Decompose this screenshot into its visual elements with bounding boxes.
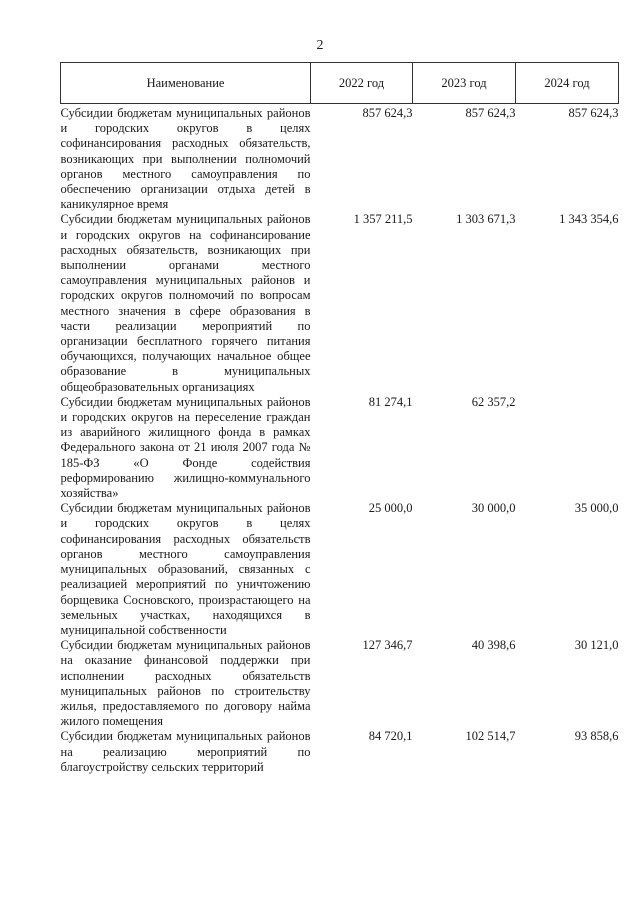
row-value-2023: 40 398,6 <box>471 638 516 653</box>
row-value-2024: 30 121,0 <box>574 638 619 653</box>
row-value-2022: 857 624,3 <box>362 106 413 120</box>
row-value-2024: 1 343 354,6 <box>559 212 619 227</box>
row-value-2022: 1 357 211,5 <box>353 212 413 227</box>
row-value-2022: 127 346,7 <box>362 638 413 653</box>
table-row <box>61 729 619 775</box>
row-value-2023: 1 303 671,3 <box>456 212 516 227</box>
row-value-2024: 857 624,3 <box>568 106 619 120</box>
header-2022: 2022 год <box>311 63 413 104</box>
table-row <box>61 212 619 394</box>
row-name: Субсидии бюджетам муниципальных районов и городских округов на переселение граждан из аварийного жилищного фонда в рамках Федерального закона от 21 июля 2007 года № 185-ФЗ «О Фонде содействия реформированию жилищно-коммунального хозяйства» <box>60 394 311 501</box>
row-value-2023: 30 000,0 <box>471 501 516 516</box>
row-name: Субсидии бюджетам муниципальных районов и городских округов в целях софинансирования расходных обязательств органов местного самоуправления муниципальных образований, связанных с реализацией мероприятий по уничтожению борщевика Сосновского, произрастающего на земельных участках, находящихся в муниципальной собственности <box>60 501 311 637</box>
row-name: Субсидии бюджетам муниципальных районов на оказание финансовой поддержки при исполнении расходных обязательств муниципальных районов по строительству жилья, предоставляемого по договору найма жилого помещения <box>60 638 311 729</box>
page-number: 2 <box>316 38 324 53</box>
row-name: Субсидии бюджетам муниципальных районов и городских округов в целях софинансирования расходных обязательств, возникающих при выполнении полномочий органов местного самоуправления по обеспечению организации отдыха детей в каникулярное время <box>60 106 311 212</box>
header-2024: 2024 год <box>516 63 619 104</box>
row-value-2023: 857 624,3 <box>465 106 516 120</box>
row-value-2023: 62 357,2 <box>471 394 516 409</box>
row-value-2022: 84 720,1 <box>368 729 413 744</box>
row-value-2023: 102 514,7 <box>465 729 516 744</box>
table-header-row <box>61 63 619 104</box>
table-row <box>61 638 619 729</box>
table-row <box>61 104 619 213</box>
row-name: Субсидии бюджетам муниципальных районов на реализацию мероприятий по благоустройству сельских территорий <box>60 729 311 774</box>
row-value-2022: 25 000,0 <box>368 501 413 516</box>
row-value-2022: 81 274,1 <box>368 394 413 409</box>
row-value-2024 <box>516 395 619 501</box>
row-value-2024: 93 858,6 <box>574 729 619 744</box>
table-row <box>61 395 619 501</box>
header-2023: 2023 год <box>413 63 516 104</box>
budget-table <box>60 62 619 775</box>
header-name: Наименование <box>61 63 311 104</box>
row-value-2024: 35 000,0 <box>574 501 619 516</box>
table-row <box>61 501 619 638</box>
row-name: Субсидии бюджетам муниципальных районов и городских округов на софинансирование расходных обязательств, возникающих при выполнении органами местного самоуправления муниципальных районов и городских округов полномочий по вопросам местного значения в сфере образования в части реализации мероприятий по организации бесплатного горячего питания обучающихся, получающих начальное общее образование в муниципальных общеобразовательных организациях <box>60 212 311 394</box>
